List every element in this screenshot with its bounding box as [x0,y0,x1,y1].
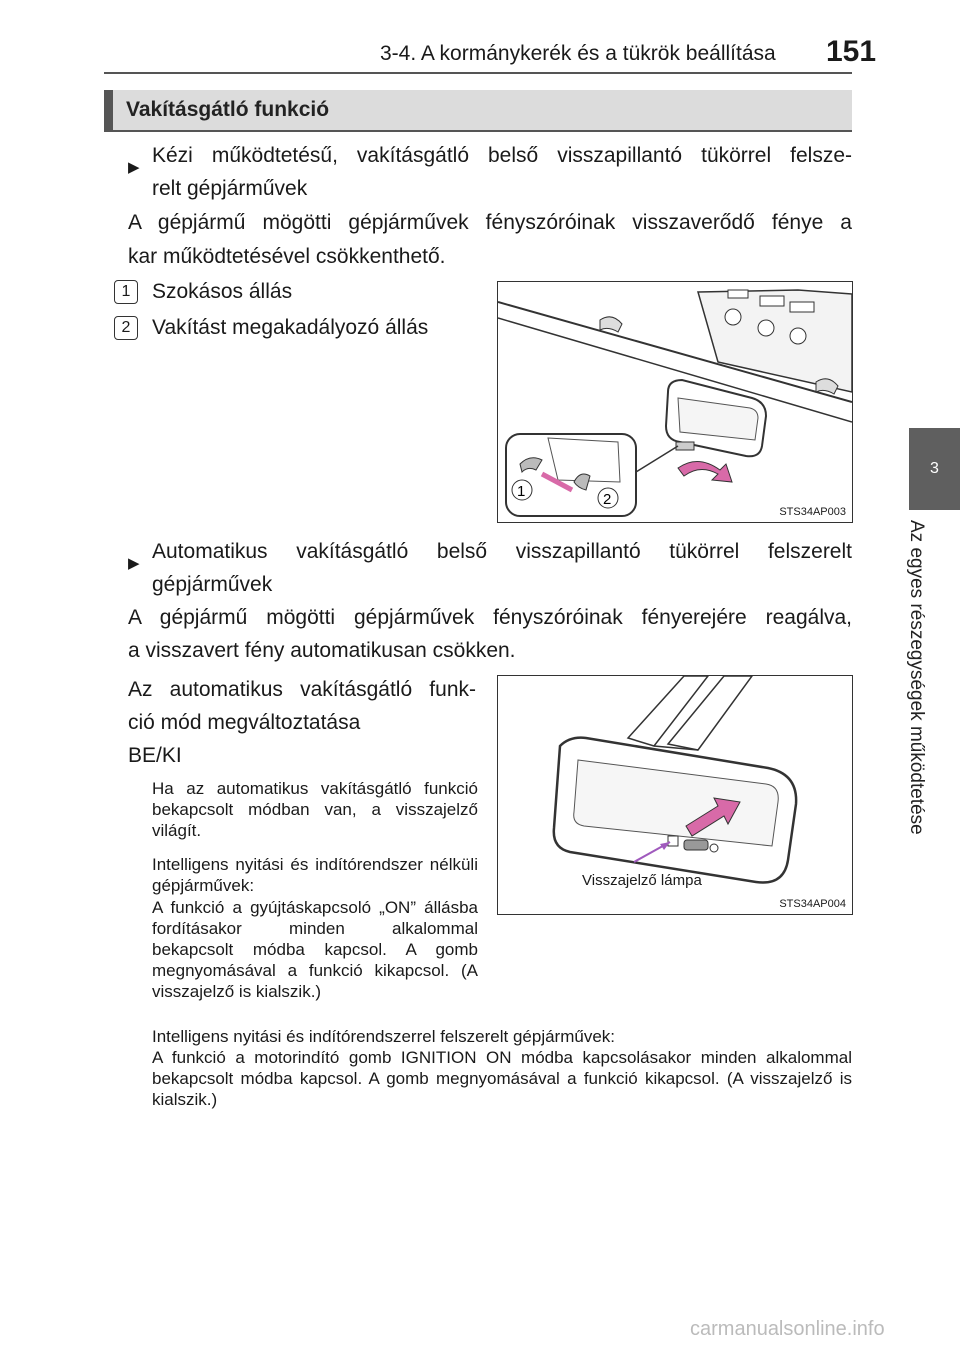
figure-code: STS34AP004 [779,898,846,910]
header-rule [104,72,852,74]
item-antiglare-position: Vakítást megakadályozó állás [152,316,429,339]
note-smart-key-title: Intelligens nyitási és indítórendszerrel felszerelt gépjárművek: [152,1027,616,1046]
section-accent [104,90,113,132]
item-number-2: 2 [114,316,138,340]
section-header [104,90,852,132]
indicator-lamp-label: Visszajelző lámpa [582,872,702,889]
manual-heading-line1: Kézi működtetésű, vakításgátló belső visszapillantó tükörrel felsze- [152,144,852,167]
note-no-smart-key-body: A funkció a gyújtáskapcsoló „ON” állásba fordításakor minden alkalommal bekapcsolt módba kapcsol. A gomb megnyomásával a funkció kikapcsol. (A visszajelző is kialszik.) [152,898,478,1001]
manual-body-line2: kar működtetésével csökkenthető. [128,245,446,268]
triangle-bullet-icon: ▶ [128,159,140,176]
note-no-smart-key-title: Intelligens nyitási és indítórendszer nélküli gépjárművek: [152,855,478,895]
triangle-bullet-icon: ▶ [128,555,140,572]
manual-body-line1: A gépjármű mögötti gépjárművek fényszóróinak visszaverődő fénye a [128,211,852,234]
chapter-title: 3-4. A kormánykerék és a tükrök beállítása [380,42,776,65]
svg-text:1: 1 [517,483,526,500]
onoff-label: BE/KI [128,744,182,767]
auto-body-line2: a visszavert fény automatikusan csökken. [128,639,516,662]
note-indicator: Ha az automatikus vakításgátló funkció bekapcsolt módban van, a visszajelző világít. [152,779,478,840]
auto-heading-line2: gépjárművek [152,573,273,596]
chapter-side-text: Az egyes részegységek működtetése [906,520,927,835]
item-normal-position: Szokásos állás [152,280,293,303]
page-number: 151 [826,35,877,68]
watermark: carmanualsonline.info [690,1318,885,1340]
manual-mirror-illustration [498,282,852,522]
auto-body-line1: A gépjármű mögötti gépjárművek fényszóróinak fényerejére reagálva, [128,606,852,629]
chapter-tab: 3 [909,428,960,510]
mode-change-line1: Az automatikus vakításgátló funk- [128,678,476,701]
section-title: Vakításgátló funkció [126,98,330,121]
mode-change-line2: ció mód megváltoztatása [128,711,361,734]
svg-text:2: 2 [603,491,612,508]
figure-code: STS34AP003 [779,506,846,518]
item-number-1: 1 [114,280,138,304]
note-smart-key-body: A funkció a motorindító gomb IGNITION ON módba kapcsolásakor minden alkalommal bekapcsolt módba kapcsol. A gomb megnyomásával a funkció kikapcsol. (A visszajelző is kialszik.) [152,1048,852,1109]
chapter-side-label [905,520,935,850]
figure-manual-mirror [497,281,853,523]
manual-heading-line2: relt gépjárművek [152,177,308,200]
figure-auto-mirror [497,675,853,915]
auto-heading-line1: Automatikus vakításgátló belső visszapillantó tükörrel felszerelt [152,540,852,563]
